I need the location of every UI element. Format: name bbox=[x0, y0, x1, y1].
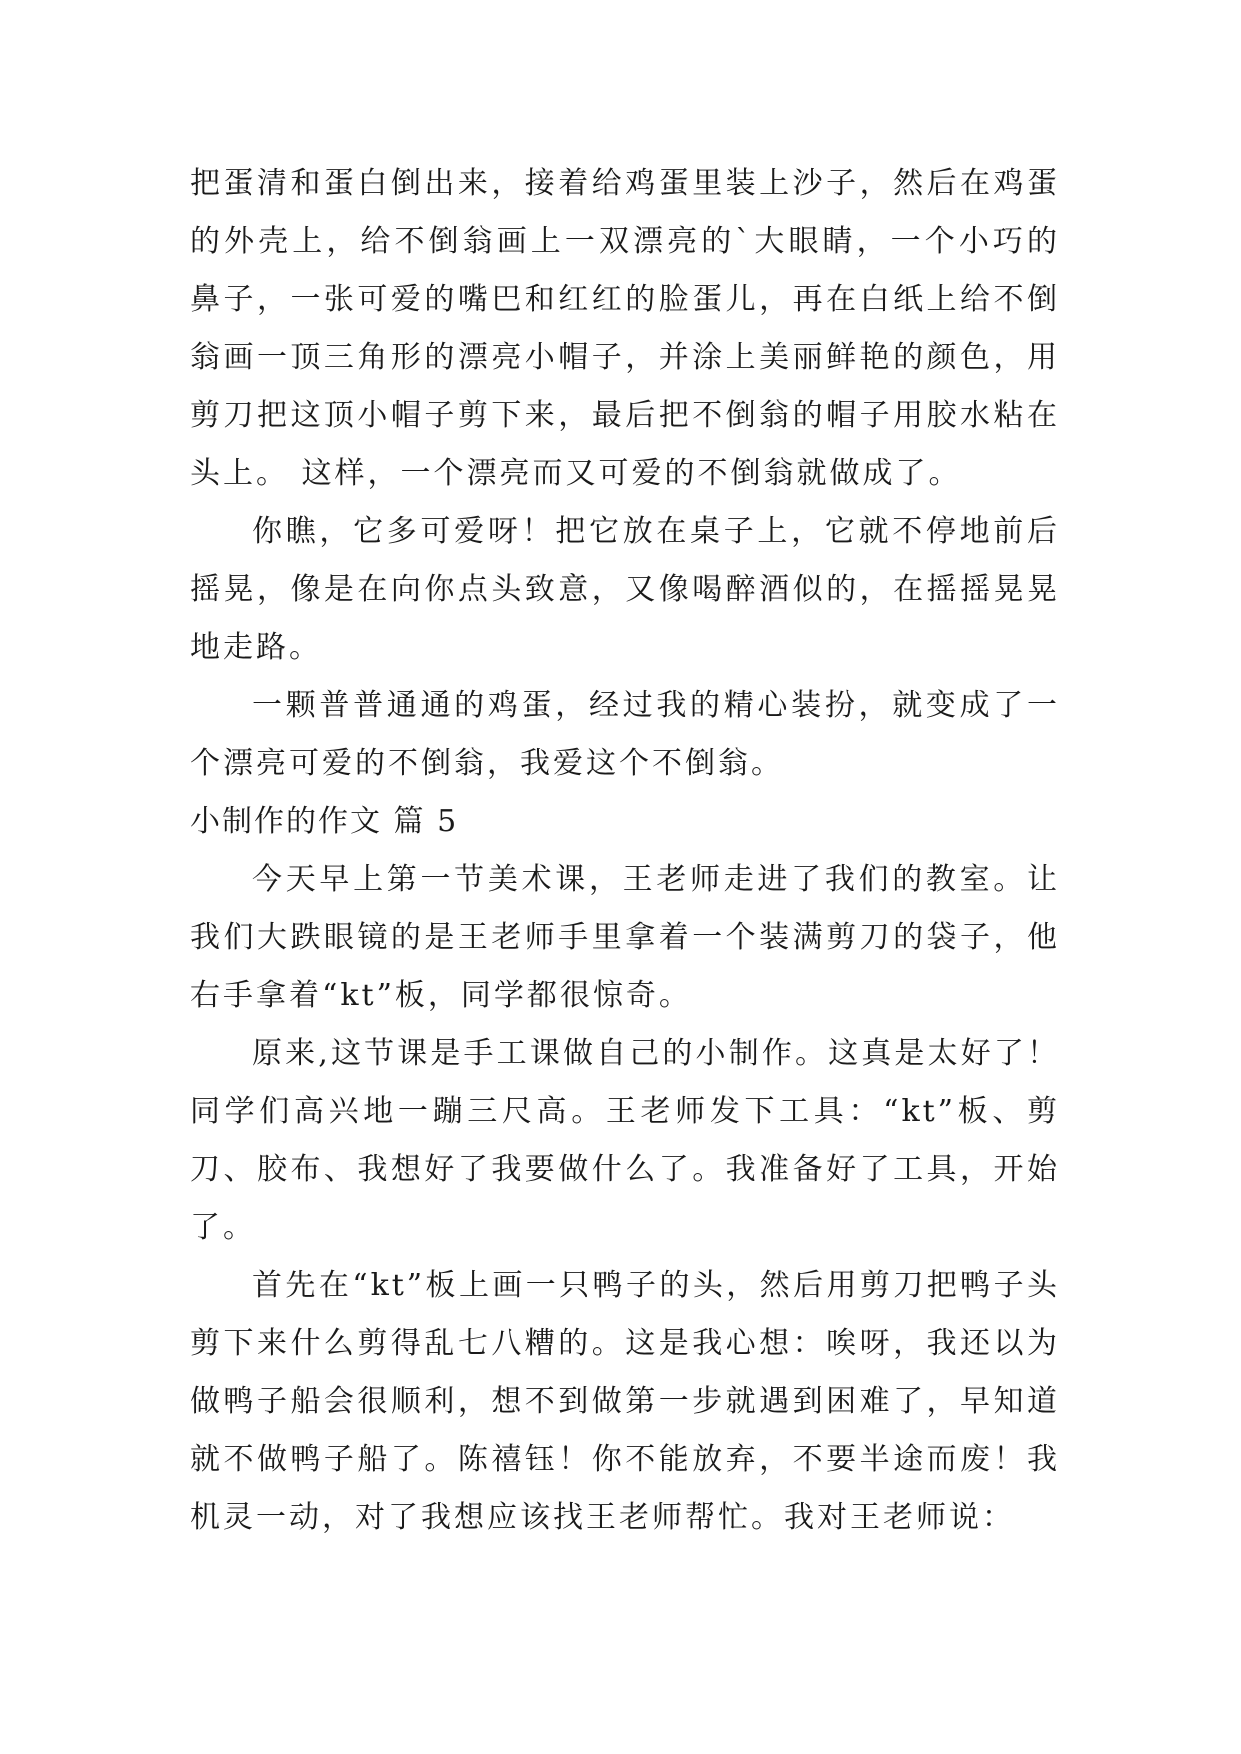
paragraph-tumbler-conclusion: 一颗普普通通的鸡蛋，经过我的精心装扮，就变成了一个漂亮可爱的不倒翁，我爱这个不倒翁。 bbox=[190, 688, 1060, 781]
paragraph-handcraft-class: 原来,这节课是手工课做自己的小制作。这真是太好了！同学们高兴地一蹦三尺高。王老师发下工具：“kt”板、剪刀、胶布、我想好了我要做什么了。我准备好了工具，开始了。 bbox=[190, 1036, 1060, 1245]
paragraph-duck-boat: 首先在“kt”板上画一只鸭子的头，然后用剪刀把鸭子头剪下来什么剪得乱七八糟的。这是我心想：唉呀，我还以为做鸭子船会很顺利，想不到做第一步就遇到困难了，早知道就不做鸭子船了。陈禧钰！你不能放弃，不要半途而废！我机灵一动，对了我想应该找王老师帮忙。我对王老师说： bbox=[190, 1268, 1060, 1535]
paragraph-continued: 把蛋清和蛋白倒出来，接着给鸡蛋里装上沙子，然后在鸡蛋的外壳上，给不倒翁画上一双漂亮的`大眼睛，一个小巧的鼻子，一张可爱的嘴巴和红红的脸蛋儿，再在白纸上给不倒翁画一顶三角形的漂亮小帽子，并涂上美丽鲜艳的颜色，用剪刀把这顶小帽子剪下来，最后把不倒翁的帽子用胶水粘在头上。 这样，一个漂亮而又可爱的不倒翁就做成了。 bbox=[190, 166, 1060, 491]
paragraph-tumbler-rocking: 你瞧，它多可爱呀！把它放在桌子上，它就不停地前后摇晃，像是在向你点头致意，又像喝醉酒似的，在摇摇晃晃地走路。 bbox=[190, 514, 1060, 665]
paragraph-art-class: 今天早上第一节美术课，王老师走进了我们的教室。让我们大跌眼镜的是王老师手里拿着一个装满剪刀的袋子，他右手拿着“kt”板，同学都很惊奇。 bbox=[190, 862, 1060, 1013]
document-body bbox=[190, 155, 1060, 1547]
section-title: 小制作的作文 篇 5 bbox=[190, 804, 459, 839]
